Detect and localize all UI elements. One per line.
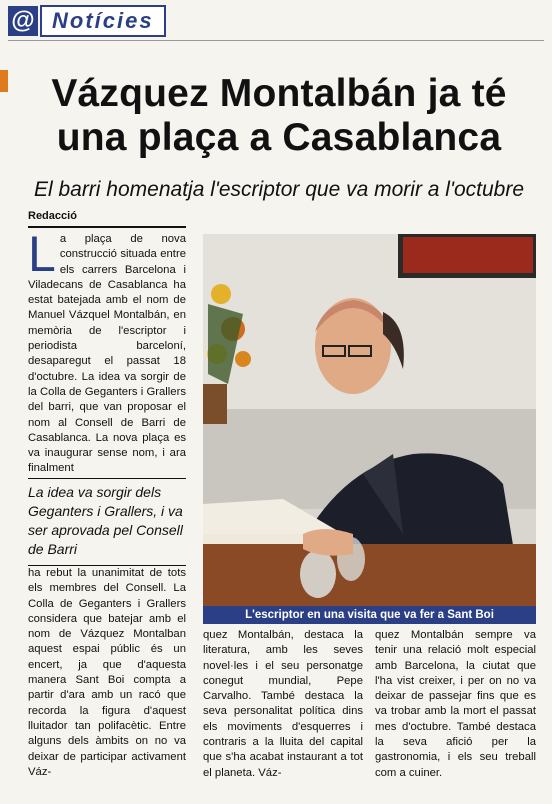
section-label: Notícies	[40, 5, 166, 37]
column-2: quez Montalbán, destaca la literatura, amb les seves novel·les i el seu personatge conegut mundial, Pepe Carvalho. També destaca la seva personalitat política dins els moviments d'esquerres i contraris a la lluita del capital que s'ha acabat instaurant a tot el planeta. Váz-	[203, 629, 363, 779]
subheadline: El barri homenatja l'escriptor que va morir a l'octubre	[33, 178, 525, 201]
column-1-top-text: a plaça de nova construcció situada entre els carrers Barcelona i Viladecans de Casablanca ha estat batejada amb el nom de Manuel Vázquel Montalbán, en memòria de l'escriptor i periodista barceloní, desaparegut el passat 18 d'octubre. La idea va sorgir de la Colla de Geganters i Grallers del barri, que van proposar el nom al Consell de Barri de Casablanca. La nova plaça es va inaugurar sense nom, i ara finalment	[28, 233, 186, 475]
article-photo	[203, 234, 536, 606]
photo-illustration	[203, 234, 536, 606]
orange-tab	[0, 70, 8, 92]
photo-caption: L'escriptor en una visita que va fer a Sant Boi	[203, 606, 536, 624]
pull-quote: La idea va sorgir dels Geganters i Grallers, i va ser aprovada pel Consell de Barri	[28, 478, 186, 566]
drop-cap: L	[28, 226, 56, 282]
byline: Redacció	[28, 210, 77, 222]
headline-line-2: una plaça a Casablanca	[56, 116, 502, 159]
column-3: quez Montalbán sempre va tenir una relació molt especial amb Barcelona, la ciutat que l'ha vist creixer, i per on no va deixar de passejar fins que es va trobar amb la mort el passat mes d'octubre. També destaca la seva afició per la gastronomia, i els seu treball com a cuiner.	[375, 629, 536, 779]
header-rule	[8, 40, 544, 41]
at-icon: @	[8, 6, 38, 36]
column-1-bottom: ha rebut la unanimitat de tots els membres del Consell. La Colla de Geganters i Grallers considera que batejar amb el nom de Vázquez Montalban aquest espai públic és un encert, ja que d'aquesta manera Sant Boi compta a partir d'ara amb un racó que recorda la figura d'aquest lluitador tan polifacètic. Entre alguns dels àmbits on no va deixar de participar activament Váz-	[28, 567, 186, 778]
headline-line-1: Vázquez Montalbán ja té	[51, 72, 507, 115]
section-header	[8, 4, 166, 38]
column-1-top	[28, 226, 186, 477]
headline	[14, 72, 544, 160]
